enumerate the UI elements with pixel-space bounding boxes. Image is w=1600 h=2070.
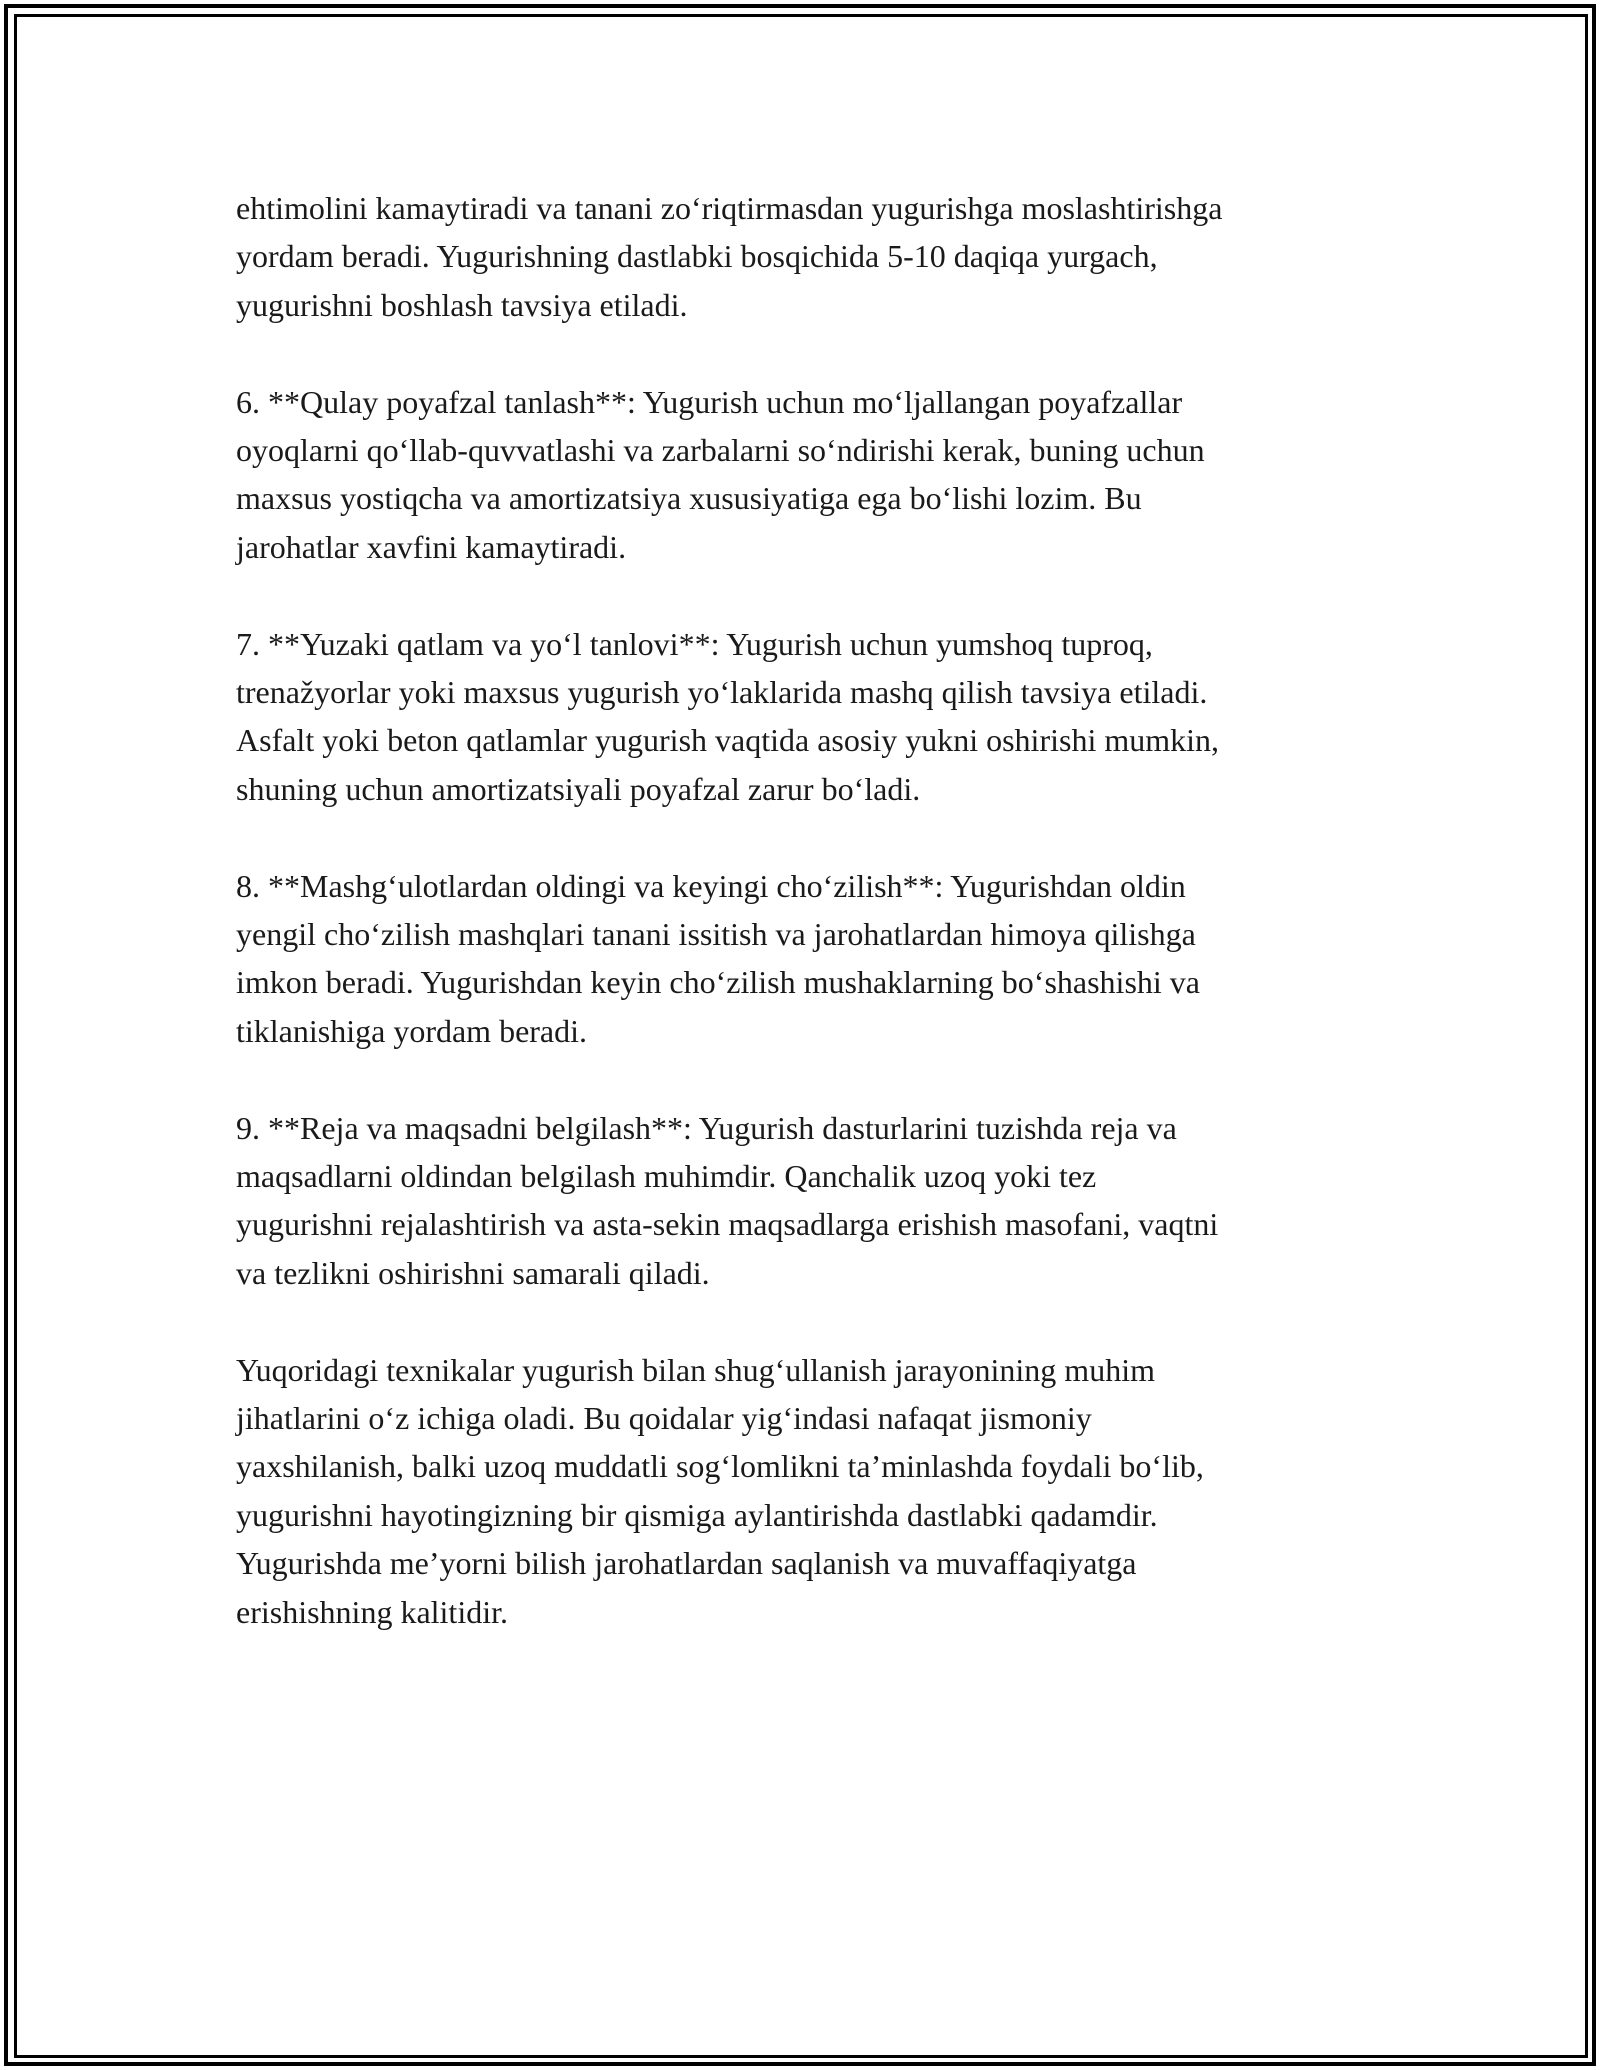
text-line: maqsadlarni oldindan belgilash muhimdir. Qanchalik uzoq yoki tez: [236, 1158, 1097, 1195]
text-line: oyoqlarni qo‘llab-quvvatlashi va zarbalarni so‘ndirishi kerak, buning uchun: [236, 432, 1205, 469]
text-line: tiklanishiga yordam beradi.: [236, 1012, 588, 1049]
text-line: 6. **Qulay poyafzal tanlash**: Yugurish uchun mo‘ljallangan poyafzallar: [236, 383, 1183, 420]
paragraph-item-9: [236, 1104, 1386, 1298]
paragraph-item-6: [236, 378, 1386, 572]
text-line: yugurishni boshlash tavsiya etiladi.: [236, 286, 688, 323]
text-line: maxsus yostiqcha va amortizatsiya xususiyatiga ega bo‘lishi lozim. Bu: [236, 480, 1142, 517]
text-line: erishishning kalitidir.: [236, 1593, 508, 1630]
text-line: jihatlarini o‘z ichiga oladi. Bu qoidalar yig‘indasi nafaqat jismoniy: [236, 1400, 1092, 1437]
text-line: Yuqoridagi texnikalar yugurish bilan shug‘ullanish jarayonining muhim: [236, 1351, 1155, 1388]
text-line: 9. **Reja va maqsadni belgilash**: Yugurish dasturlarini tuzishda reja va: [236, 1109, 1177, 1146]
paragraph-intro-continuation: [236, 184, 1386, 329]
text-line: Asfalt yoki beton qatlamlar yugurish vaqtida asosiy yukni oshirishi mumkin,: [236, 722, 1219, 759]
paragraph-conclusion: [236, 1346, 1386, 1636]
text-line: shuning uchun amortizatsiyali poyafzal zarur bo‘ladi.: [236, 770, 921, 807]
text-line: va tezlikni oshirishni samarali qiladi.: [236, 1254, 710, 1291]
text-line: ehtimolini kamaytiradi va tanani zo‘riqtirmasdan yugurishga moslashtirishga: [236, 190, 1223, 226]
paragraph-item-7: [236, 620, 1386, 814]
text-line: Yugurishda me’yorni bilish jarohatlardan saqlanish va muvaffaqiyatga: [236, 1545, 1137, 1582]
text-line: yugurishni rejalashtirish va asta-sekin maqsadlarga erishish masofani, vaqtni: [236, 1206, 1219, 1243]
text-line: yugurishni hayotingizning bir qismiga aylantirishda dastlabki qadamdir.: [236, 1496, 1158, 1533]
text-line: 8. **Mashg‘ulotlardan oldingi va keyingi cho‘zilish**: Yugurishdan oldin: [236, 867, 1186, 904]
text-line: jarohatlar xavfini kamaytiradi.: [236, 528, 627, 565]
text-line: yordam beradi. Yugurishning dastlabki bosqichida 5-10 daqiqa yurgach,: [236, 238, 1158, 275]
text-line: imkon beradi. Yugurishdan keyin cho‘zilish mushaklarning bo‘shashishi va: [236, 964, 1200, 1001]
document-body: [236, 184, 1386, 1685]
text-line: trenažyorlar yoki maxsus yugurish yo‘laklarida mashq qilish tavsiya etiladi.: [236, 674, 1208, 711]
text-line: yengil cho‘zilish mashqlari tanani issitish va jarohatlardan himoya qilishga: [236, 916, 1196, 953]
text-line: 7. **Yuzaki qatlam va yo‘l tanlovi**: Yugurish uchun yumshoq tuproq,: [236, 625, 1153, 662]
text-line: yaxshilanish, balki uzoq muddatli sog‘lomlikni ta’minlashda foydali bo‘lib,: [236, 1448, 1204, 1485]
paragraph-item-8: [236, 862, 1386, 1056]
